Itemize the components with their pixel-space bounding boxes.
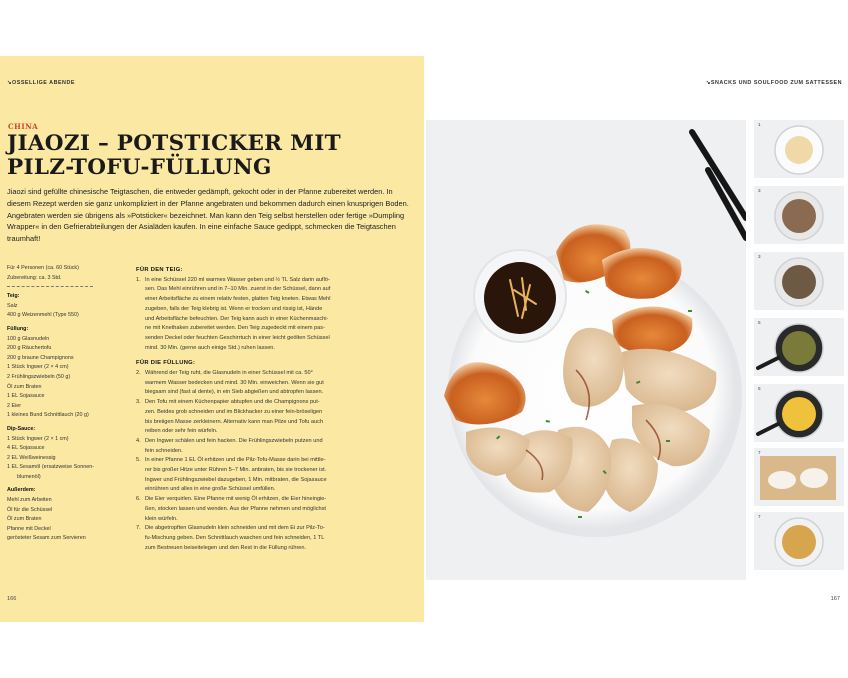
instruction-step xyxy=(136,456,417,495)
step-photo-illustration xyxy=(754,318,844,376)
recipe-title-line-1: JIAOZI – POTSTICKER MIT xyxy=(7,131,341,156)
arrow-icon: ↘ xyxy=(7,80,13,86)
step-photo xyxy=(754,384,844,442)
recipe-meta xyxy=(7,264,122,544)
ingredient-item: Öl zum Braten xyxy=(7,383,42,390)
step-photo xyxy=(754,120,844,178)
step-photo xyxy=(754,252,844,310)
step-text-line: In einer Pfanne 1 EL Öl erhitzen und die Pilz-Tofu-Masse darin bei mittle- xyxy=(145,457,326,464)
step-number: 7. xyxy=(136,525,141,532)
step-photo xyxy=(754,512,844,570)
instruction-section-heading: FÜR DIE FÜLLUNG: xyxy=(136,360,196,367)
step-text-line: In eine Schüssel 220 ml warmes Wasser geben und ½ TL Salz darin auflö- xyxy=(145,276,330,283)
page-number-left: 166 xyxy=(7,596,17,602)
recipe-intro: Jiaozi sind gefüllte chinesische Teigtaschen, die entweder gedämpft, gekocht oder in der Pfanne zubereitet werden. In diesem Rezept werden sie ganz unkompliziert in der Pfanne angebraten und bekommen dadurch einen knusprigen Boden. Angebraten werden sie übrigens als »Potsticker« bezeichnet. Man kann den Teig selbst herstellen oder fertige »Dumpling Wrapper« in den Gefrierabteilungen der Asialäden kaufen. In eine einfache Sauce gedippt, schmecken die Teigtaschen traumhaft! xyxy=(7,187,409,244)
ingredient-item: 200 g braune Champignons xyxy=(7,354,74,361)
step-number: 3. xyxy=(136,399,141,406)
step-text-line: Während der Teig ruht, die Glasnudeln in einer Schüssel mit ca. 50° xyxy=(145,370,313,377)
instruction-step xyxy=(136,276,417,354)
recipe-title xyxy=(7,132,412,180)
step-text-line: senden Deckel oder feuchten Geschirrtuch in einer leicht geölten Schüssel xyxy=(145,334,330,341)
step-photo xyxy=(754,186,844,244)
step-number: 2. xyxy=(136,370,141,377)
ingredient-item: 2 Frühlingszwiebeln (50 g) xyxy=(7,373,71,380)
ingredient-item: Öl zum Braten xyxy=(7,516,42,523)
ingredient-item: 4 EL Sojasauce xyxy=(7,445,45,452)
dip-sauce-shape xyxy=(484,262,556,334)
step-photo-number: 3 xyxy=(758,254,761,259)
ingredient-item: 2 EL Weißweinessig xyxy=(7,454,56,461)
left-page xyxy=(0,56,424,622)
step-text-line: bis breiigen Masse zerkleinern. Alternativ kann man Pilze und Tofu auch xyxy=(145,418,324,425)
ingredient-group-heading: Außerdem: xyxy=(7,487,36,494)
meta-divider xyxy=(7,286,93,287)
step-photo-number: 7 xyxy=(758,514,761,519)
ingredient-item: 200 g Räuchertofu xyxy=(7,345,52,352)
ingredient-item: Salz xyxy=(7,302,18,309)
ingredient-group-heading: Dip-Sauce: xyxy=(7,425,36,432)
recipe-title-line-2: PILZ-TOFU-FÜLLUNG xyxy=(7,155,272,180)
ingredient-group-heading: Füllung: xyxy=(7,325,29,332)
chopstick-shape xyxy=(692,132,746,218)
step-text-line: zum Bestreuen beiseitelegen und den Rest in die Füllung rühren. xyxy=(145,544,307,551)
step-photo-number: 6 xyxy=(758,386,761,391)
step-photo-number: 7 xyxy=(758,450,761,455)
step-text-line: rer bis großer Hitze unter Rühren 5–7 Min. anbraten, bis sie trockener ist. xyxy=(145,467,327,474)
step-text-line: Ingwer und Frühlingszwiebel dazugeben, 1 Min. mitbraten, die Sojasauce xyxy=(145,476,327,483)
step-text-line: fein schneiden. xyxy=(145,447,183,454)
step-text-line: Die Eier verquirlen. Eine Pfanne mit wenig Öl erhitzen, die Eier hineingie- xyxy=(145,496,327,503)
ingredient-list xyxy=(7,292,122,544)
ingredient-item: 1 Stück Ingwer (2 × 4 cm) xyxy=(7,364,69,371)
step-text-line: einrühren und alles in eine große Schüssel umfüllen. xyxy=(145,486,276,493)
step-photo xyxy=(754,318,844,376)
step-photo-number: 3 xyxy=(758,188,761,193)
step-number: 1. xyxy=(136,276,141,283)
instruction-step xyxy=(136,495,417,524)
ingredient-item: blumenöl) xyxy=(17,473,41,480)
cuisine-tag: CHINA xyxy=(8,122,39,131)
step-photo-number: 5 xyxy=(758,320,761,325)
servings: Für 4 Personen (ca. 60 Stück) xyxy=(7,265,79,271)
step-text-line: zen. Beides grob schneiden und im Blickhacker zu einer fein-bröseligen xyxy=(145,408,323,415)
step-text-line: reiben oder sehr fein würfeln. xyxy=(145,428,218,435)
step-number: 4. xyxy=(136,437,141,444)
instruction-step xyxy=(136,437,417,456)
right-page xyxy=(424,56,848,622)
step-text-line: klein würfeln. xyxy=(145,515,178,522)
step-photo-illustration xyxy=(754,252,844,310)
ingredient-item: gerösteter Sesam zum Servieren xyxy=(7,535,86,542)
step-number: 6. xyxy=(136,496,141,503)
step-photo-number: 1 xyxy=(758,122,761,127)
step-text-line: Den Tofu mit einem Küchenpapier abtupfen und die Champignons put- xyxy=(145,399,320,406)
ingredient-item: 100 g Glasnudeln xyxy=(7,335,50,342)
ingredient-item: 1 kleines Bund Schnittlauch (20 g) xyxy=(7,412,89,419)
instruction-step xyxy=(136,369,417,398)
step-text-line: Die abgetropften Glasnudeln klein schneiden und mit dem Ei zur Pilz-To- xyxy=(145,525,325,532)
step-photo-illustration xyxy=(754,512,844,570)
step-text-line: fu-Mischung geben. Den Schnittlauch waschen und fein schneiden, 1 TL xyxy=(145,534,325,541)
step-text-line: mind. 30 Min. (gerne auch einige Std.) ruhen lassen. xyxy=(145,344,275,351)
step-text-line: warmem Wasser bedecken und mind. 30 Min. einweichen. Wenn sie gut xyxy=(145,379,324,386)
ingredient-item: 2 Eier xyxy=(7,402,22,409)
page-number-right: 167 xyxy=(830,596,840,602)
dumpling-plate-photo xyxy=(426,120,746,580)
step-photo xyxy=(754,448,844,506)
step-text-line: sen. Das Mehl einrühren und in 7–10 Min. zuerst in der Schüssel, dann auf xyxy=(145,286,331,293)
step-text-line: ßen, stocken lassen und wenden. Aus der Pfanne nehmen und möglichst xyxy=(145,505,326,512)
instructions xyxy=(136,266,417,553)
step-photo-illustration xyxy=(754,448,844,506)
ingredient-item: Pfanne mit Deckel xyxy=(7,525,51,532)
step-photo-illustration xyxy=(754,186,844,244)
step-photo-illustration xyxy=(754,384,844,442)
step-photo-illustration xyxy=(754,120,844,178)
ingredient-item: 1 Stück Ingwer (2 × 1 cm) xyxy=(7,435,69,442)
instruction-step xyxy=(136,398,417,437)
instruction-step xyxy=(136,524,417,553)
arrow-icon: ↘ xyxy=(705,80,711,86)
prep-time: Zubereitung: ca. 3 Std. xyxy=(7,274,62,281)
ingredient-item: 1 EL Sojasauce xyxy=(7,393,45,400)
step-text-line: ne mit Knethaken zubereitet werden. Den Teig zugedeckt mit einem pas- xyxy=(145,325,325,332)
ingredient-item: Öl für die Schüssel xyxy=(7,506,53,513)
ingredient-item: 1 EL Sesamöl (ersatzweise Sonnen- xyxy=(7,464,94,471)
running-head-left xyxy=(7,80,75,86)
ingredient-item: 400 g Weizenmehl (Type 550) xyxy=(7,312,79,319)
ingredient-group-heading: Teig: xyxy=(7,293,20,300)
step-text-line: zugeben, falls der Teig klebrig ist. Wenn er trocken und rissig ist, Hände xyxy=(145,305,323,312)
ingredient-item: Mehl zum Arbeiten xyxy=(7,497,52,504)
running-head-left-text: OSSELLIGE ABENDE xyxy=(12,80,75,86)
step-text-line: einer Arbeitsfläche zu einem relativ festen, glatten Teig kneten. Etwas Mehl xyxy=(145,296,331,303)
step-text-line: und Arbeitsfläche befeuchten. Der Teig kann auch in einer Küchenmaschi- xyxy=(145,315,329,322)
step-number: 5. xyxy=(136,457,141,464)
running-head-right-text: SNACKS UND SOULFOOD ZUM SATTESSEN xyxy=(710,80,842,86)
running-head-right xyxy=(706,80,842,86)
step-text-line: Den Ingwer schälen und fein hacken. Die Frühlingszwiebeln putzen und xyxy=(145,437,323,444)
step-text-line: biegsam sind (fast al dente), in ein Sieb abgießen und abtropfen lassen. xyxy=(145,389,324,396)
instruction-section-heading: FÜR DEN TEIG: xyxy=(136,267,183,273)
